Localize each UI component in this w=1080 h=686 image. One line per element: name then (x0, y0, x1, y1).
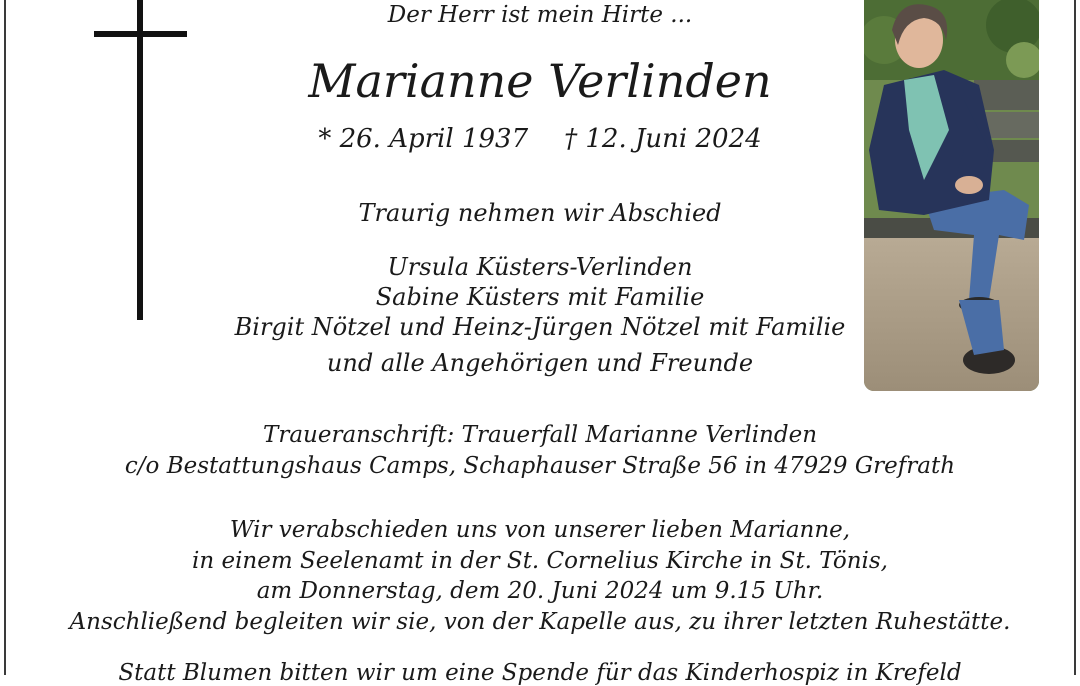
death-date: † 12. Juni 2024 (564, 124, 762, 154)
mourner-line: und alle Angehörigen und Freunde (326, 349, 754, 377)
service-line: in einem Seelenamt in der St. Cornelius Kirche in St. Tönis, (191, 547, 888, 574)
service-line: Anschließend begleiten wir sie, von der Kapelle aus, zu ihrer letzten Ruhestätte. (69, 608, 1011, 635)
address-line: Traueranschrift: Trauerfall Marianne Verlinden (262, 422, 818, 448)
portrait-photo-drawing (864, 0, 1039, 391)
mourner-line: Birgit Nötzel und Heinz-Jürgen Nötzel mit Familie (234, 313, 846, 341)
service-line: Wir verabschieden uns von unserer lieben Marianne, (229, 517, 851, 543)
mourner-line: Ursula Küsters-Verlinden (387, 253, 693, 281)
cross-horizontal-bar (94, 31, 187, 37)
address-line: c/o Bestattungshaus Camps, Schaphauser Straße 56 in 47929 Grefrath (124, 453, 956, 479)
bible-motto: Der Herr ist mein Hirte ... (387, 2, 693, 28)
mourning-address (0, 420, 1080, 482)
deceased-name: Marianne Verlinden (308, 54, 772, 108)
donation-note: Statt Blumen bitten wir um eine Spende für das Kinderhospiz in Krefeld (118, 660, 962, 686)
birth-date: * 26. April 1937 (318, 124, 529, 154)
portrait-photo (864, 0, 1039, 391)
service-line: am Donnerstag, dem 20. Juni 2024 um 9.15 Uhr. (256, 578, 824, 604)
funeral-service-info (0, 515, 1080, 637)
farewell-text: Traurig nehmen wir Abschied (358, 199, 722, 227)
mourner-line: Sabine Küsters mit Familie (375, 283, 705, 311)
